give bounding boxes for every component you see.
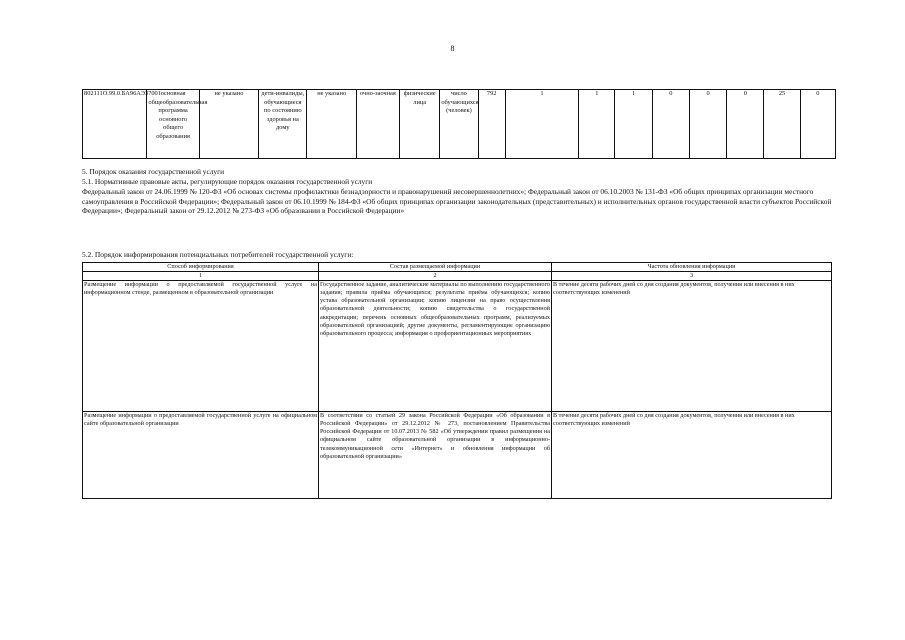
table-row (83, 412, 832, 499)
page-number: 8 (450, 44, 455, 53)
column-header: Способ информирования (83, 263, 319, 272)
table-cell: не указано (307, 90, 356, 159)
consumer-category-cell: дети-инвалиды, обучающиеся по состоянию здоровья на дому (259, 90, 307, 159)
column-number: 3 (552, 272, 832, 281)
column-number-row (83, 272, 832, 281)
laws-paragraph: Федеральный закон от 24.06.1999 № 120-ФЗ «Об основах системы профилактики безнадзорности и правонарушений несовершеннолетних»; Федеральный закон от 06.10.2003 № 131-ФЗ «Об общих принципах организации местного самоуправления в Российской Федерации»; Федеральный закон от 06.10.1999 № 184-ФЗ «Об общих принципах организации законодательных (представительных) и исполнительных органов государственной власти субъектов Российской Федерации»; Федеральный закон от 29.12.2012 № 273-ФЗ «Об образовании в Российской Федерации» (82, 187, 832, 215)
informing-title: 5.2. Порядок информирования потенциальных потребителей государственной услуги: (82, 250, 354, 259)
informing-table (82, 262, 832, 499)
method-cell: Размещение информации о предоставляемой государственной услуге на официальном сайте образовательной организации (83, 412, 319, 499)
value-cell: 25 (764, 90, 800, 159)
table-cell: не указано (199, 90, 258, 159)
column-number: 2 (319, 272, 552, 281)
value-cell: 0 (727, 90, 764, 159)
value-cell: 1 (505, 90, 578, 159)
content-cell: В соответствии со статьей 29 закона Российской Федерации «Об образовании в Российской Федерации» от 29.12.2012 № 273, постановлением Правительства Российской Федерации от 10.07.2013 № 582 «Об утверждении правил размещения на официальном сайте образовательной организации в информационно-телекоммуникационной сети «Интернет» и обновления информации об образовательной организации» (319, 412, 552, 499)
value-cell: 1 (615, 90, 652, 159)
value-cell: 0 (800, 90, 835, 159)
method-cell: Размещение информации о предоставляемой государственной услуге на информационном стенде, размещенном в образовательной организации (83, 281, 319, 412)
table-row (83, 90, 836, 159)
column-header: Состав размещаемой информации (319, 263, 552, 272)
registry-number-cell: 802111О.99.0.БА96АЭ37001 (83, 90, 147, 159)
content-cell: Государственное задание, аналитические материалы по выполнению государственного задания; правила приёма обучающихся; результаты приёма обучающихся; копию устава образовательной организации; копию лицензии на право осуществления образовательной деятельности; копию свидетельства о государственной аккредитации; перечень основных общеобразовательных программ, реализуемых образовательной организацией; другие документы, регламентирующие организацию образовательного процесса; информация о профориентационных мероприятиях (319, 281, 552, 412)
program-cell: основная общеобразовательная программа основного общего образования (147, 90, 199, 159)
header-row (83, 263, 832, 272)
unit-code-cell: 792 (478, 90, 505, 159)
value-cell: 1 (579, 90, 615, 159)
service-volume-table (82, 89, 836, 159)
column-header: Частота обновления информации (552, 263, 832, 272)
form-of-study-cell: очно-заочная (356, 90, 399, 159)
frequency-cell: В течение десяти рабочих дней со дня создания документов, получения или внесения в них соответствующих изменений (552, 281, 832, 412)
subsection-title: 5.1. Нормативные правовые акты, регулирующие порядок оказания государственной услуги (82, 177, 373, 186)
value-cell: 0 (652, 90, 689, 159)
indicator-name-cell: число обучающихся (человек) (440, 90, 478, 159)
section-title: 5. Порядок оказания государственной услуги (82, 167, 225, 176)
value-cell: 0 (689, 90, 726, 159)
consumer-type-cell: физические лица (400, 90, 440, 159)
table-row (83, 281, 832, 412)
column-number: 1 (83, 272, 319, 281)
frequency-cell: В течение десяти рабочих дней со дня создания документов, получения или внесения в них соответствующих изменений (552, 412, 832, 499)
